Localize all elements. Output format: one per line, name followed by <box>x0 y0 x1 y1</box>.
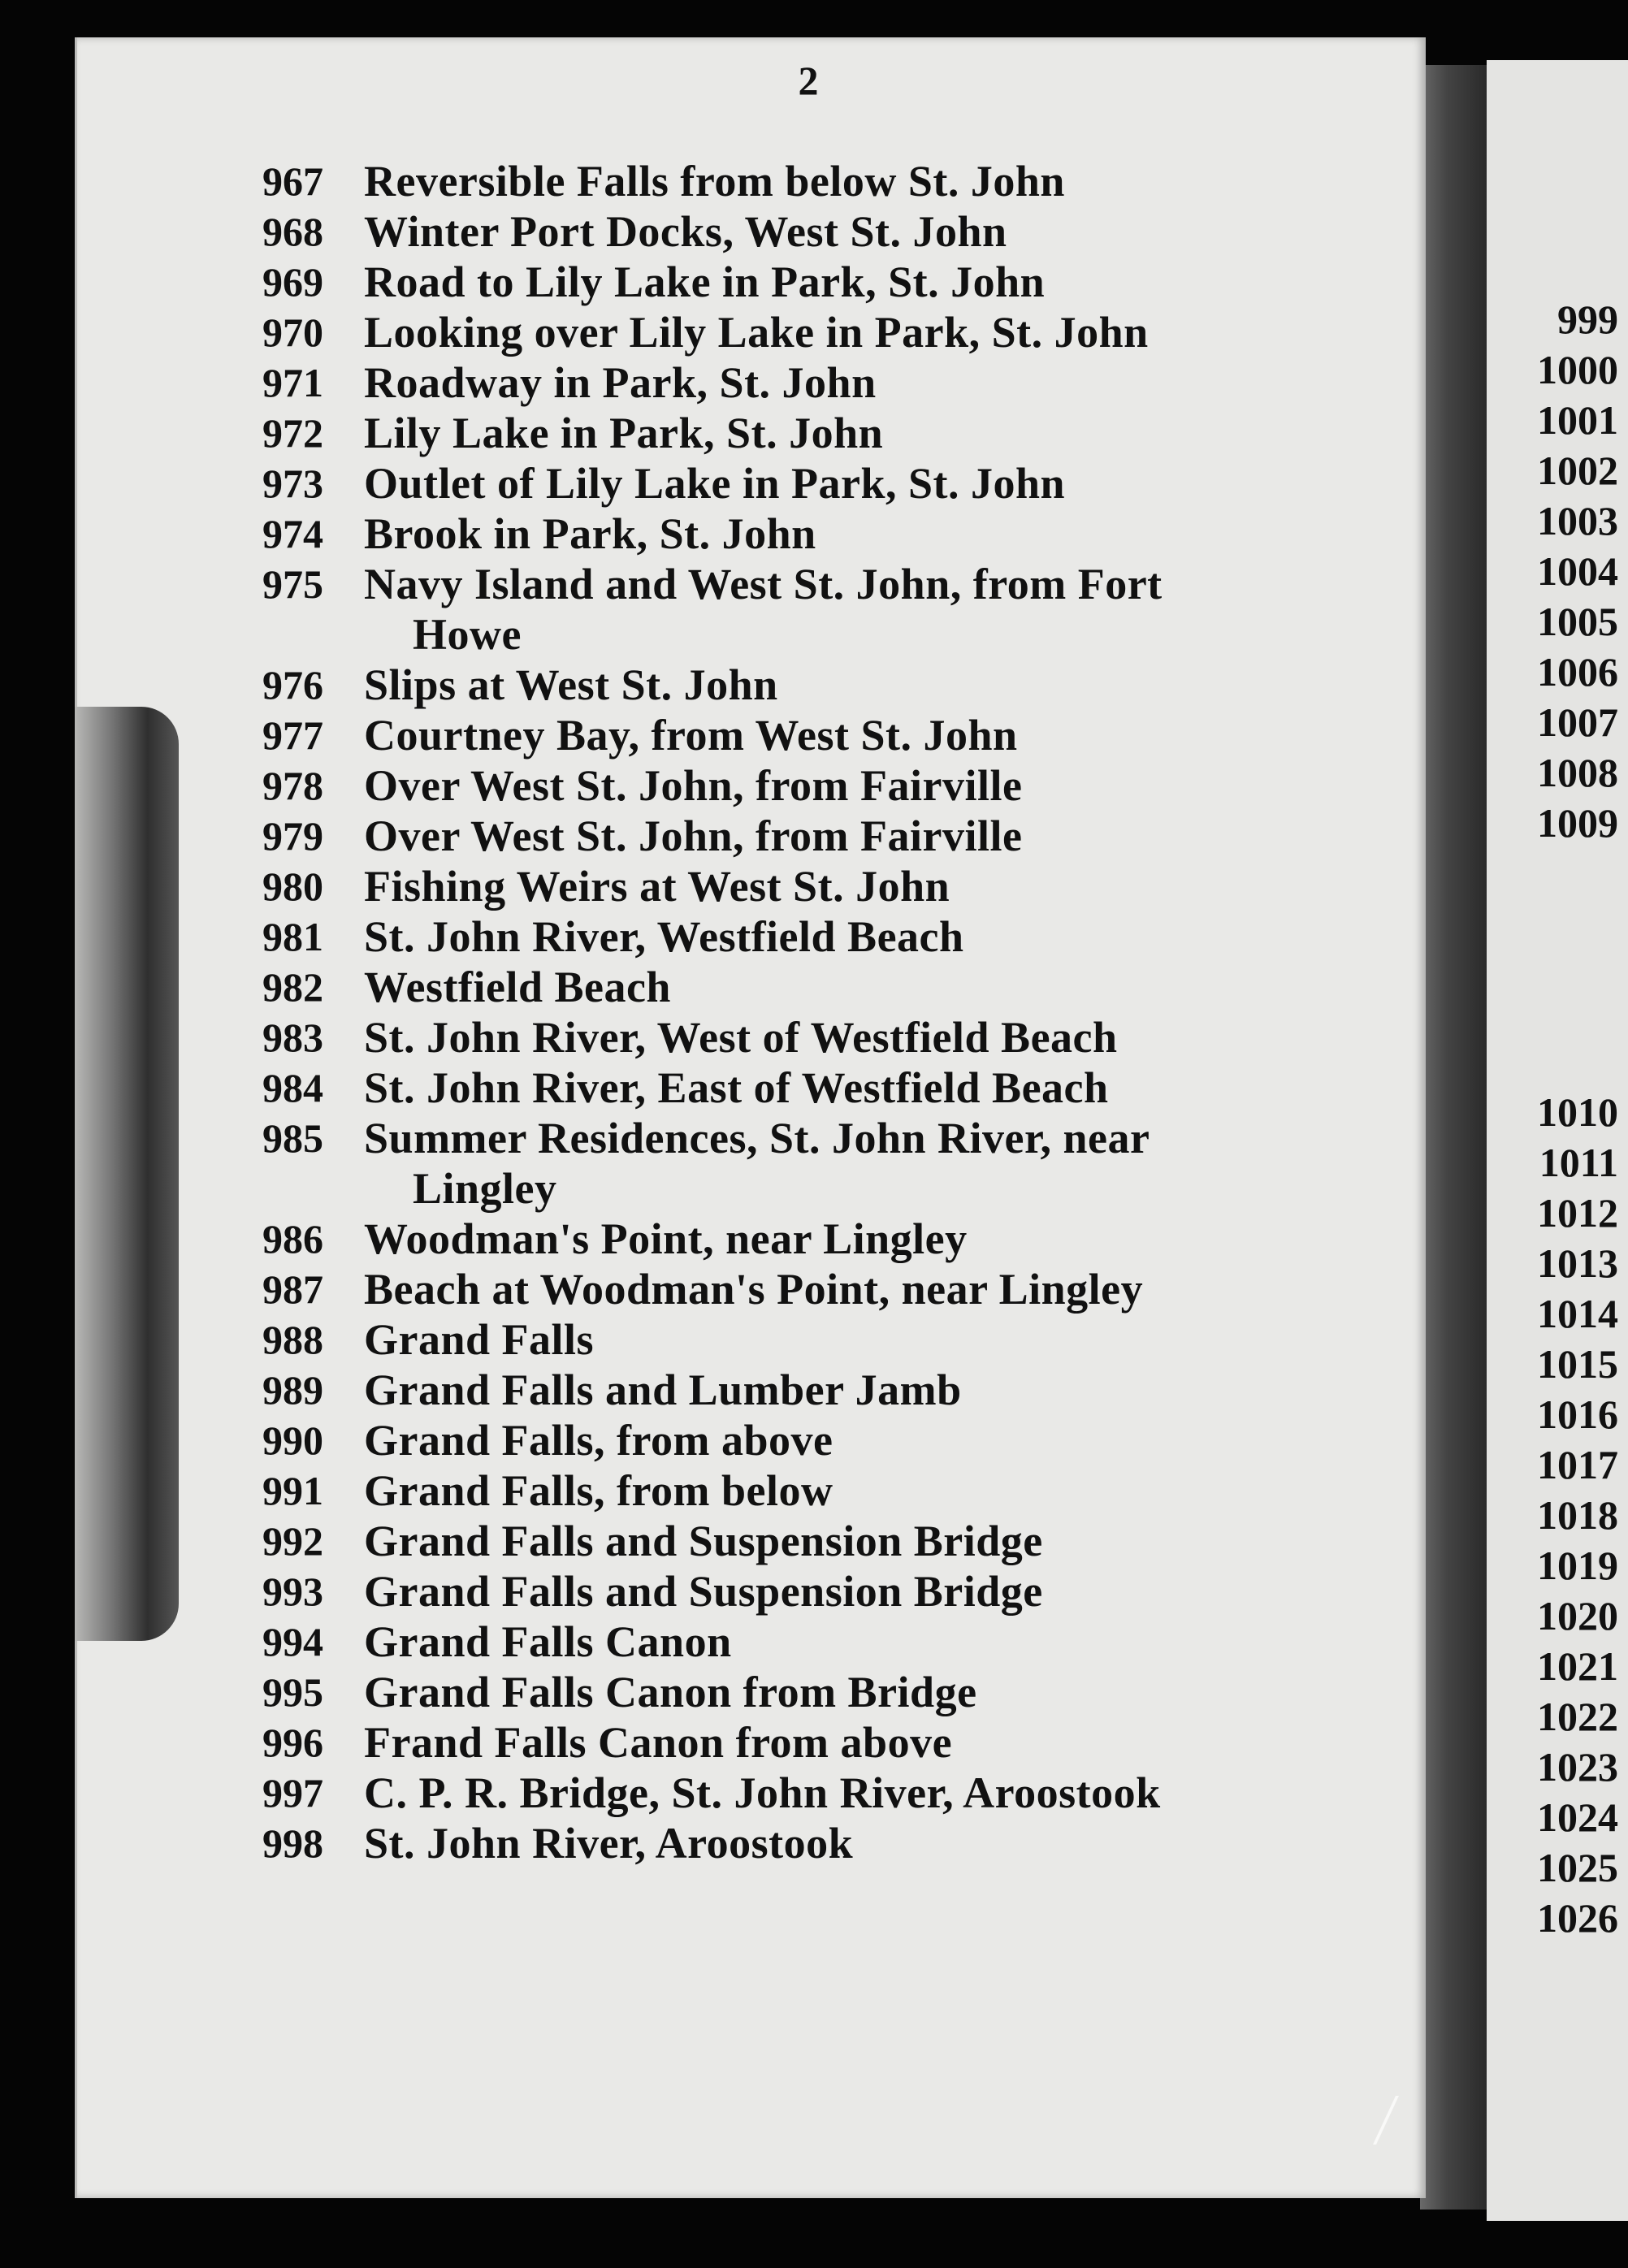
entry-title-text: St. John River, Aroostook <box>364 1819 854 1868</box>
entry-title <box>364 1415 1412 1465</box>
entry-number: 994 <box>262 1619 323 1664</box>
entry-title-text: Westfield Beach <box>364 963 671 1011</box>
entry-title <box>364 1365 1412 1415</box>
entry-list <box>0 156 1430 1868</box>
entry-number: 976 <box>262 662 323 708</box>
entry-number: 990 <box>262 1418 323 1463</box>
list-item <box>0 1566 1430 1617</box>
list-item <box>0 1818 1430 1868</box>
list-item <box>0 861 1430 911</box>
facing-page-number: 1020 <box>1537 1593 1618 1638</box>
entry-number: 968 <box>262 209 323 254</box>
entry-title-text: C. P. R. Bridge, St. John River, Aroostook <box>364 1768 1161 1817</box>
entry-number: 972 <box>262 410 323 456</box>
facing-page-number: 1004 <box>1537 548 1618 594</box>
entry-title-text: Courtney Bay, from West St. John <box>364 711 1018 760</box>
facing-page-number: 1006 <box>1537 649 1618 695</box>
entry-number: 989 <box>262 1367 323 1413</box>
list-item <box>0 1667 1430 1717</box>
entry-number: 977 <box>262 712 323 758</box>
entry-title-text: Grand Falls and Suspension Bridge <box>364 1517 1043 1565</box>
entry-title <box>364 962 1412 1012</box>
entry-title <box>364 1566 1412 1617</box>
entry-number: 991 <box>262 1468 323 1513</box>
entry-number: 973 <box>262 461 323 506</box>
entry-title <box>364 1214 1412 1264</box>
list-item <box>0 1516 1430 1566</box>
facing-page-number: 1026 <box>1537 1895 1618 1941</box>
facing-page-number: 1025 <box>1537 1845 1618 1890</box>
facing-page-number: 1000 <box>1537 347 1618 392</box>
entry-title-text: Frand Falls Canon from above <box>364 1718 953 1767</box>
entry-title-text: Winter Port Docks, West St. John <box>364 207 1007 256</box>
facing-page-number: 1005 <box>1537 599 1618 644</box>
entry-number: 986 <box>262 1216 323 1262</box>
entry-number: 979 <box>262 813 323 859</box>
entry-title-text: Summer Residences, St. John River, near <box>364 1114 1150 1162</box>
entry-number: 975 <box>262 561 323 607</box>
facing-page-number: 999 <box>1557 296 1618 342</box>
list-item <box>0 206 1430 257</box>
entry-number: 974 <box>262 511 323 556</box>
entry-title <box>364 559 1412 660</box>
entry-title-text: Looking over Lily Lake in Park, St. John <box>364 308 1149 357</box>
entry-title-text: Woodman's Point, near Lingley <box>364 1214 968 1263</box>
entry-title <box>364 156 1412 206</box>
list-item <box>0 357 1430 408</box>
entry-title-text: Navy Island and West St. John, from Fort <box>364 560 1163 608</box>
list-item <box>0 1314 1430 1365</box>
list-item <box>0 1264 1430 1314</box>
entry-title <box>364 458 1412 509</box>
entry-number: 984 <box>262 1065 323 1110</box>
entry-title-text: Grand Falls, from above <box>364 1416 833 1465</box>
facing-page-number: 1021 <box>1537 1643 1618 1689</box>
facing-page-number: 1011 <box>1539 1140 1618 1185</box>
list-item <box>0 1012 1430 1063</box>
list-item <box>0 760 1430 811</box>
list-item <box>0 257 1430 307</box>
list-item <box>0 408 1430 458</box>
entry-title-text: Slips at West St. John <box>364 660 778 709</box>
entry-number: 970 <box>262 309 323 355</box>
entry-title <box>364 1667 1412 1717</box>
facing-page-number: 1015 <box>1537 1341 1618 1387</box>
facing-page-number: 1010 <box>1537 1089 1618 1135</box>
entry-title-text: St. John River, Westfield Beach <box>364 912 964 961</box>
entry-title-text: Over West St. John, from Fairville <box>364 761 1023 810</box>
entry-number: 978 <box>262 763 323 808</box>
entry-number: 967 <box>262 158 323 204</box>
entry-title-text: Grand Falls, from below <box>364 1466 833 1515</box>
entry-number: 993 <box>262 1569 323 1614</box>
entry-title-continuation: Howe <box>413 610 522 659</box>
entry-title-continuation: Lingley <box>413 1164 557 1213</box>
facing-page-number: 1019 <box>1537 1543 1618 1588</box>
list-item <box>0 1214 1430 1264</box>
facing-page-number: 1018 <box>1537 1492 1618 1538</box>
list-item <box>0 911 1430 962</box>
entry-title <box>364 509 1412 559</box>
entry-number: 982 <box>262 964 323 1010</box>
entry-number: 971 <box>262 360 323 405</box>
entry-title <box>364 206 1412 257</box>
facing-page-number: 1008 <box>1537 750 1618 795</box>
entry-number: 980 <box>262 863 323 909</box>
entry-title <box>364 257 1412 307</box>
list-item <box>0 1617 1430 1667</box>
list-item <box>0 1768 1430 1818</box>
list-item <box>0 1415 1430 1465</box>
facing-page-numbers-lower <box>1480 1087 1626 1943</box>
entry-title <box>364 307 1412 357</box>
entry-title-text: Reversible Falls from below St. John <box>364 157 1065 206</box>
entry-title <box>364 760 1412 811</box>
entry-title-text: Roadway in Park, St. John <box>364 358 877 407</box>
list-item <box>0 710 1430 760</box>
entry-title-text: Brook in Park, St. John <box>364 509 816 558</box>
facing-page-number: 1001 <box>1537 397 1618 443</box>
entry-title-text: Road to Lily Lake in Park, St. John <box>364 258 1046 306</box>
list-item <box>0 1063 1430 1113</box>
entry-number: 992 <box>262 1518 323 1564</box>
entry-number: 981 <box>262 914 323 959</box>
entry-title <box>364 811 1412 861</box>
list-item <box>0 458 1430 509</box>
entry-number: 997 <box>262 1770 323 1816</box>
entry-title-text: Lily Lake in Park, St. John <box>364 409 884 457</box>
entry-title-text: Grand Falls and Lumber Jamb <box>364 1366 962 1414</box>
list-item <box>0 156 1430 206</box>
facing-page-number: 1023 <box>1537 1744 1618 1790</box>
entry-title <box>364 1264 1412 1314</box>
entry-number: 987 <box>262 1266 323 1312</box>
list-item <box>0 660 1430 710</box>
entry-title <box>364 357 1412 408</box>
entry-number: 969 <box>262 259 323 305</box>
entry-title <box>364 1516 1412 1566</box>
entry-title <box>364 408 1412 458</box>
entry-title <box>364 1717 1412 1768</box>
list-item <box>0 1465 1430 1516</box>
entry-title-text: Beach at Woodman's Point, near Lingley <box>364 1265 1144 1314</box>
facing-page-numbers-upper <box>1480 294 1626 848</box>
entry-title <box>364 1314 1412 1365</box>
entry-title <box>364 911 1412 962</box>
entry-title <box>364 1617 1412 1667</box>
entry-number: 996 <box>262 1720 323 1765</box>
page-gutter <box>1420 65 1487 2210</box>
facing-page-number: 1022 <box>1537 1694 1618 1739</box>
entry-title <box>364 1012 1412 1063</box>
entry-title-text: Fishing Weirs at West St. John <box>364 862 950 911</box>
entry-title-text: St. John River, East of Westfield Beach <box>364 1063 1109 1112</box>
entry-title-text: Grand Falls and Suspension Bridge <box>364 1567 1043 1616</box>
page-number: 2 <box>798 58 819 103</box>
entry-title-text: Over West St. John, from Fairville <box>364 812 1023 860</box>
entry-number: 983 <box>262 1015 323 1060</box>
entry-title <box>364 1768 1412 1818</box>
entry-title <box>364 1113 1412 1214</box>
list-item <box>0 1717 1430 1768</box>
entry-title-text: Grand Falls Canon <box>364 1617 732 1666</box>
entry-title-text: Grand Falls <box>364 1315 595 1364</box>
facing-page-number: 1007 <box>1537 699 1618 745</box>
entry-title-text: Outlet of Lily Lake in Park, St. John <box>364 459 1066 508</box>
facing-page-number: 1024 <box>1537 1794 1618 1840</box>
entry-title-text: St. John River, West of Westfield Beach <box>364 1013 1118 1062</box>
list-item <box>0 1365 1430 1415</box>
facing-page-number: 1017 <box>1537 1442 1618 1487</box>
list-item <box>0 509 1430 559</box>
list-item <box>0 1113 1430 1214</box>
facing-page-number: 1012 <box>1537 1190 1618 1236</box>
list-item <box>0 811 1430 861</box>
entry-title <box>364 1818 1412 1868</box>
facing-page-number: 1009 <box>1537 800 1618 846</box>
facing-page-number: 1013 <box>1537 1240 1618 1286</box>
entry-number: 995 <box>262 1669 323 1715</box>
entry-title <box>364 1465 1412 1516</box>
facing-page-number: 1014 <box>1537 1291 1618 1336</box>
entry-title <box>364 861 1412 911</box>
facing-page-number: 1003 <box>1537 498 1618 543</box>
entry-number: 985 <box>262 1115 323 1161</box>
entry-number: 998 <box>262 1820 323 1866</box>
entry-title <box>364 1063 1412 1113</box>
entry-title <box>364 710 1412 760</box>
list-item <box>0 559 1430 660</box>
list-item <box>0 307 1430 357</box>
entry-title <box>364 660 1412 710</box>
facing-page-number: 1002 <box>1537 448 1618 493</box>
entry-number: 988 <box>262 1317 323 1362</box>
entry-title-text: Grand Falls Canon from Bridge <box>364 1668 977 1716</box>
facing-page-number: 1016 <box>1537 1392 1618 1437</box>
list-item <box>0 962 1430 1012</box>
